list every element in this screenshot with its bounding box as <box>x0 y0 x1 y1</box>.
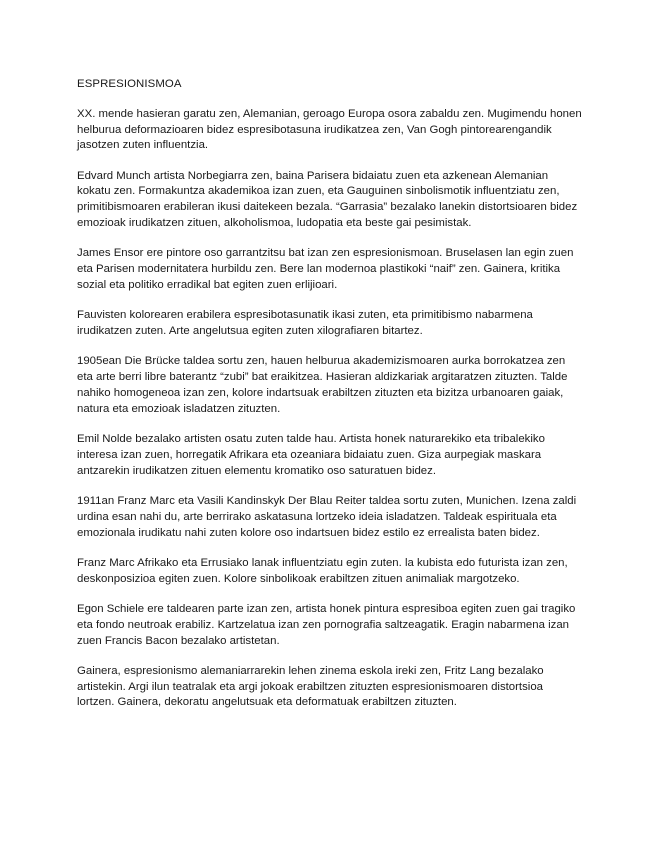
document-body <box>77 77 582 726</box>
paragraph-1: XX. mende hasieran garatu zen, Alemanian, geroago Europa osora zabaldu zen. Mugimendu honen helburua deformazioaren bidez espresibotasuna irudikatzea zen, Van Gogh pintorearengandik jasotzen zuten influentzia. <box>77 107 582 152</box>
paragraph-9: Egon Schiele ere taldearen parte izan zen, artista honek pintura espresiboa egiten zuen gai tragiko eta fondo neutroak erabiliz. Kartzelatua izan zen pornografia saltzeagatik. Eragin nabarmena izan zuen Francis Bacon bezalako artistetan. <box>77 602 576 647</box>
paragraph-7: 1911an Franz Marc eta Vasili Kandinskyk Der Blau Reiter taldea sortu zuten, Munichen. Izena zaldi urdina esan nahi du, arte berrirako askatasuna lortzeko ideia isladatzen. Taldeak espirituala eta emozionala irudikatu nahi zuten kolore oso indartsuen bidez estilo ez errealista baten bidez. <box>77 494 577 539</box>
paragraph-5: 1905ean Die Brücke taldea sortu zen, hauen helburua akademizismoaren aurka borrokatzea zen eta arte berri libre baterantz “zubi” bat eraikitzea. Hasieran aldizkariak argitaratzen zituzten. Talde nahiko homogeneoa izan zen, kolore indartsuak erabiltzen zituzten eta bizitza urbanoaren gaiak, natura eta emozioak isladatzen zituzten. <box>77 355 568 415</box>
paragraph-10: Gainera, espresionismo alemaniarrarekin lehen zinema eskola ireki zen, Fritz Lang bezalako artistekin. Argi ilun teatralak eta argi jokoak erabiltzen zituzten espresionismoaren distortsioa lortzen. Gainera, dekoratu angelutsuak eta deformatuak erabiltzen zituzten. <box>77 664 544 709</box>
paragraph-4: Fauvisten kolorearen erabilera espresibotasunatik ikasi zuten, eta primitibismo nabarmena irudikatzen zuten. Arte angelutsua egiten zuten xilografiaren bitartez. <box>77 309 533 338</box>
paragraph-3: James Ensor ere pintore oso garrantzitsu bat izan zen espresionismoan. Bruselasen lan egin zuen eta Parisen modernitatera hurbildu zen. Bere lan modernoa plastikoki “naif” zen. Gainera, kritika sozial eta politiko erradikal bat egiten zuen erlijioari. <box>77 247 574 291</box>
document-title: ESPRESIONISMOA <box>77 78 182 90</box>
paragraph-8: Franz Marc Afrikako eta Errusiako lanak influentziatu egin zuten. la kubista edo futurista izan zen, deskonposizioa egiten zuen. Kolore sinbolikoak erabiltzen zituen animaliak margotzeko. <box>77 556 568 585</box>
paragraph-6: Emil Nolde bezalako artisten osatu zuten talde hau. Artista honek naturarekiko eta tribalekiko interesa izan zuen, horregatik Afrikara eta ozeaniara bidaiatu zuen. Giza aurpegiak maskara antzarekin irudikatzen zituen elementu kromatiko oso saturatuen bidez. <box>77 433 545 477</box>
paragraph-2: Edvard Munch artista Norbegiarra zen, baina Parisera bidaiatu zuen eta azkenean Alemanian kokatu zen. Formakuntza akademikoa izan zuen, eta Gauguinen sinbolismotik influentziatu zen, primitibismoaren erabileran ikusi daitekeen bezala. “Garrasia” bezalako lanekin distortsioaren bidez emozioak irudikatzen zituen, alkoholismoa, ludopatia eta beste gai pesimistak. <box>77 169 578 230</box>
